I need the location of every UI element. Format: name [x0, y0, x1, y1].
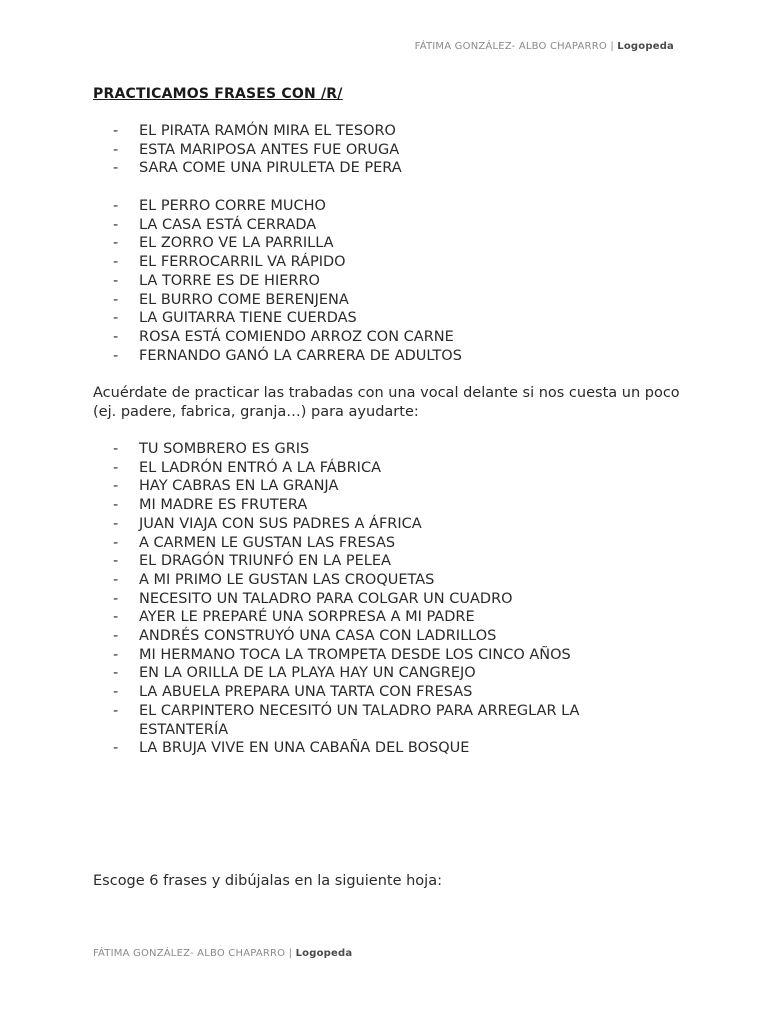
- list-item: [113, 702, 673, 739]
- list-item: [113, 683, 673, 702]
- bullet-dash: -: [113, 141, 119, 158]
- sentence-text: HAY CABRAS EN LA GRANJA: [139, 478, 339, 495]
- bullet-dash: -: [113, 216, 119, 233]
- list-item: [113, 477, 673, 496]
- bullet-dash: -: [113, 459, 119, 476]
- bullet-dash: -: [113, 571, 119, 588]
- list-item: [113, 664, 673, 683]
- list-item: [113, 291, 673, 310]
- bullet-dash: -: [113, 160, 119, 177]
- list-item: [113, 234, 673, 253]
- sentence-text: ROSA ESTÁ COMIENDO ARROZ CON CARNE: [139, 328, 454, 345]
- list-item: [113, 739, 673, 758]
- footer-role: Logopeda: [295, 948, 353, 959]
- bullet-dash: -: [113, 590, 119, 607]
- bullet-dash: -: [113, 441, 119, 457]
- sentence-text: EL ZORRO VE LA PARRILLA: [139, 235, 334, 252]
- list-item: [113, 552, 673, 571]
- list-item: [113, 309, 673, 328]
- sentence-text: LA CASA ESTÁ CERRADA: [139, 216, 317, 233]
- bullet-dash: -: [113, 515, 119, 532]
- bullet-dash: -: [113, 478, 119, 495]
- bullet-dash: -: [113, 646, 119, 663]
- footer-author: FÁTIMA GONZÁLEZ- ALBO CHAPARRO: [93, 948, 286, 959]
- list-item: [113, 571, 673, 590]
- list-item: [113, 440, 673, 459]
- bullet-dash: -: [113, 534, 119, 551]
- drawing-instruction: Escoge 6 frases y dibújalas en la siguiente hoja:: [93, 873, 442, 889]
- bullet-dash: -: [113, 702, 119, 719]
- sentence-text: EL DRAGÓN TRIUNFÓ EN LA PELEA: [139, 553, 391, 570]
- sentence-text: EL BURRO COME BERENJENA: [139, 291, 349, 308]
- bullet-dash: -: [113, 328, 119, 345]
- list-item: [113, 627, 673, 646]
- bullet-dash: -: [113, 123, 119, 139]
- bullet-dash: -: [113, 347, 119, 364]
- header-separator: |: [610, 41, 614, 52]
- bullet-dash: -: [113, 291, 119, 308]
- bullet-dash: -: [113, 628, 119, 645]
- sentence-text: LA TORRE ES DE HIERRO: [139, 272, 320, 289]
- bullet-dash: -: [113, 740, 119, 757]
- bullet-dash: -: [113, 198, 119, 214]
- bullet-dash: -: [113, 609, 119, 626]
- list-item: [113, 159, 673, 178]
- sentence-text: LA GUITARRA TIENE CUERDAS: [139, 310, 357, 327]
- sentence-text: ANDRÉS CONSTRUYÓ UNA CASA CON LADRILLOS: [139, 628, 497, 645]
- list-item: [113, 347, 673, 366]
- list-item: [113, 253, 673, 272]
- sentence-text: LA ABUELA PREPARA UNA TARTA CON FRESAS: [139, 684, 473, 701]
- sentence-text: EL LADRÓN ENTRÓ A LA FÁBRICA: [139, 459, 381, 476]
- sentence-text: ESTA MARIPOSA ANTES FUE ORUGA: [139, 141, 400, 158]
- bullet-dash: -: [113, 684, 119, 701]
- list-item: [113, 197, 673, 216]
- sentence-text: LA BRUJA VIVE EN UNA CABAÑA DEL BOSQUE: [139, 740, 470, 757]
- list-item: [113, 328, 673, 347]
- list-item: [113, 515, 673, 534]
- bullet-dash: -: [113, 497, 119, 514]
- sentence-text: NECESITO UN TALADRO PARA COLGAR UN CUADRO: [139, 590, 513, 607]
- page-title: PRACTICAMOS FRASES CON /R/: [93, 86, 343, 102]
- sentence-text: MI MADRE ES FRUTERA: [139, 497, 308, 514]
- list-item: [113, 646, 673, 665]
- footer-separator: |: [288, 948, 293, 959]
- sentence-text: EL PERRO CORRE MUCHO: [139, 198, 326, 214]
- list-item: [113, 272, 673, 291]
- sentence-text: FERNANDO GANÓ LA CARRERA DE ADULTOS: [139, 347, 462, 364]
- sentence-text: TU SOMBRERO ES GRIS: [139, 441, 310, 457]
- sentence-text: EL FERROCARRIL VA RÁPIDO: [139, 254, 346, 271]
- list-item: [113, 496, 673, 515]
- sentence-text: EL CARPINTERO NECESITÓ UN TALADRO PARA ARREGLAR LA ESTANTERÍA: [139, 702, 580, 738]
- sentence-text: AYER LE PREPARÉ UNA SORPRESA A MI PADRE: [139, 609, 475, 626]
- sentence-text: SARA COME UNA PIRULETA DE PERA: [139, 160, 402, 177]
- bullet-dash: -: [113, 272, 119, 289]
- sentence-list-trabadas: [113, 440, 673, 758]
- page-footer: [93, 948, 352, 959]
- page-header: [415, 41, 674, 52]
- header-role: Logopeda: [617, 41, 674, 52]
- sentence-list-r: [113, 122, 673, 178]
- sentence-list-rr: [113, 197, 673, 365]
- bullet-dash: -: [113, 553, 119, 570]
- list-item: [113, 459, 673, 478]
- list-item: [113, 141, 673, 160]
- sentence-text: EL PIRATA RAMÓN MIRA EL TESORO: [139, 123, 396, 139]
- bullet-dash: -: [113, 665, 119, 682]
- instruction-paragraph: Acuérdate de practicar las trabadas con una vocal delante si nos cuesta un poco (ej. padere, fabrica, granja…) para ayudarte:: [93, 385, 680, 420]
- bullet-dash: -: [113, 310, 119, 327]
- sentence-text: MI HERMANO TOCA LA TROMPETA DESDE LOS CINCO AÑOS: [139, 646, 571, 663]
- list-item: [113, 608, 673, 627]
- sentence-text: JUAN VIAJA CON SUS PADRES A ÁFRICA: [139, 515, 422, 532]
- sentence-text: EN LA ORILLA DE LA PLAYA HAY UN CANGREJO: [139, 665, 476, 682]
- list-item: [113, 534, 673, 553]
- list-item: [113, 590, 673, 609]
- header-author: FÁTIMA GONZÁLEZ- ALBO CHAPARRO: [414, 41, 607, 52]
- bullet-dash: -: [113, 254, 119, 271]
- list-item: [113, 216, 673, 235]
- bullet-dash: -: [113, 235, 119, 252]
- list-item: [113, 122, 673, 141]
- sentence-text: A CARMEN LE GUSTAN LAS FRESAS: [139, 534, 396, 551]
- sentence-text: A MI PRIMO LE GUSTAN LAS CROQUETAS: [139, 571, 435, 588]
